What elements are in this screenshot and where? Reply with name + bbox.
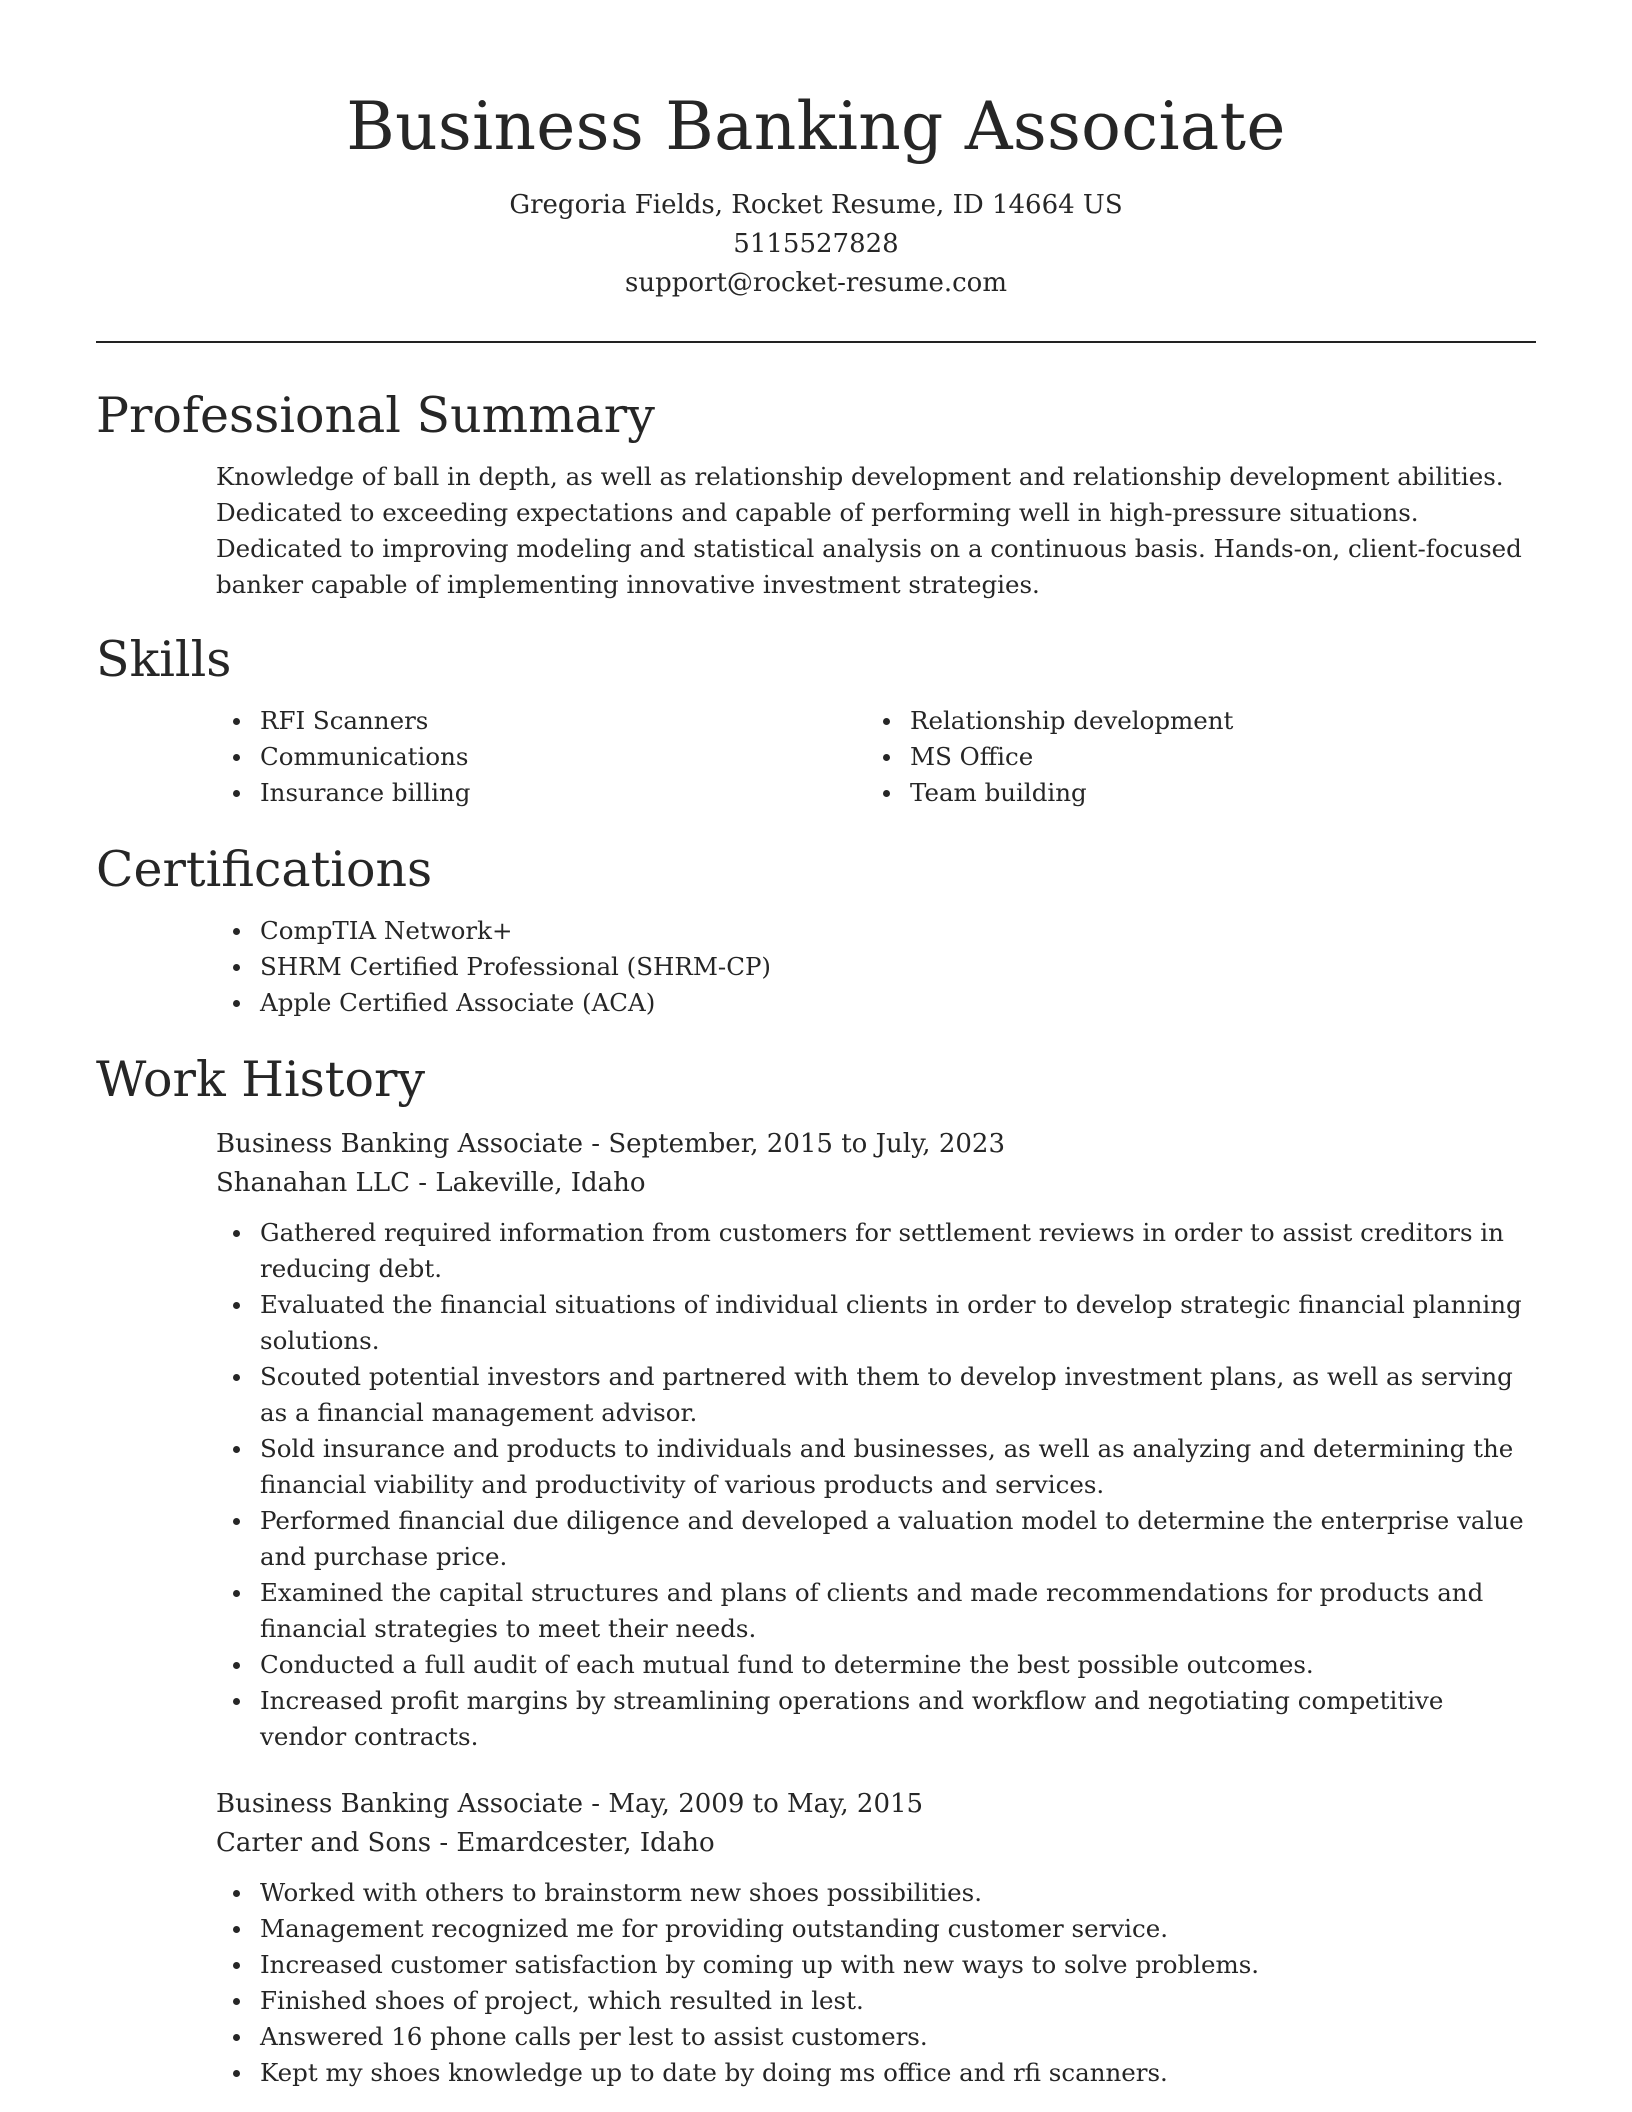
responsibility-item: Conducted a full audit of each mutual fund to determine the best possible outcomes. (260, 1647, 1536, 1683)
responsibility-item: Scouted potential investors and partnered with them to develop investment plans, as well as serving as a financial management advisor. (260, 1359, 1536, 1431)
summary-heading: Professional Summary (96, 387, 655, 444)
job-entry (216, 1785, 1536, 2091)
responsibility-item: Increased customer satisfaction by coming up with new ways to solve problems. (260, 1947, 1536, 1983)
job-company-line: Carter and Sons - Emardcester, Idaho (216, 1828, 715, 1858)
responsibility-item: Performed financial due diligence and developed a valuation model to determine the enterprise value and purchase price. (260, 1503, 1536, 1575)
responsibility-item: Kept my shoes knowledge up to date by doing ms office and rfi scanners. (260, 2055, 1536, 2091)
responsibility-item: Examined the capital structures and plans of clients and made recommendations for products and financial strategies to meet their needs. (260, 1575, 1536, 1647)
summary-text: Knowledge of ball in depth, as well as relationship development and relationship development abilities. Dedicated to exceeding expectations and capable of performing well in high-pressure situations. Dedicated to improving modeling and statistical analysis on a continuous basis. Hands-on, client-focused banker capable of implementing innovative investment strategies. (216, 462, 1522, 599)
job-company: Carter and Sons (216, 1828, 432, 1858)
skill-item: Communications (260, 739, 866, 775)
certification-item: Apple Certified Associate (ACA) (260, 985, 1536, 1021)
skill-item: MS Office (910, 739, 1516, 775)
responsibility-item: Answered 16 phone calls per lest to assist customers. (260, 2019, 1536, 2055)
resume-header (96, 0, 1536, 303)
work-history-heading: Work History (96, 1051, 426, 1108)
job-title-line: Business Banking Associate - September, 2015 to July, 2023 (216, 1129, 1006, 1159)
contact-info (96, 186, 1536, 303)
job-dates: September, 2015 to July, 2023 (608, 1129, 1006, 1159)
job-responsibilities (216, 1875, 1536, 2091)
header-divider (96, 341, 1536, 343)
responsibility-item: Management recognized me for providing outstanding customer service. (260, 1911, 1536, 1947)
job-dates: May, 2009 to May, 2015 (608, 1789, 924, 1819)
responsibility-item: Increased profit margins by streamlining operations and workflow and negotiating competitive vendor contracts. (260, 1683, 1536, 1755)
responsibility-item: Gathered required information from customers for settlement reviews in order to assist creditors in reducing debt. (260, 1215, 1536, 1287)
skill-item: Relationship development (910, 703, 1516, 739)
skills-heading: Skills (96, 631, 232, 688)
contact-phone: 5115527828 (733, 229, 899, 259)
job-responsibilities (216, 1215, 1536, 1755)
job-company-line: Shanahan LLC - Lakeville, Idaho (216, 1168, 646, 1198)
resume-page (96, 0, 1536, 2091)
certifications-list (216, 913, 1536, 1021)
job-role: Business Banking Associate (216, 1789, 583, 1819)
job-location: Emardcester, Idaho (456, 1828, 715, 1858)
responsibility-item: Finished shoes of project, which resulted in lest. (260, 1983, 1536, 2019)
skill-item: Team building (910, 775, 1516, 811)
skills-list (216, 703, 1536, 811)
job-entry (216, 1125, 1536, 1755)
skill-item: Insurance billing (260, 775, 866, 811)
job-location: Lakeville, Idaho (435, 1168, 646, 1198)
responsibility-item: Sold insurance and products to individuals and businesses, as well as analyzing and determining the financial viability and productivity of various products and services. (260, 1431, 1536, 1503)
skills-column-right (866, 703, 1516, 811)
contact-address: Gregoria Fields, Rocket Resume, ID 14664 US (509, 190, 1123, 220)
skills-column-left (216, 703, 866, 811)
job-role: Business Banking Associate (216, 1129, 583, 1159)
job-company: Shanahan LLC (216, 1168, 410, 1198)
job-title-line: Business Banking Associate - May, 2009 to May, 2015 (216, 1789, 924, 1819)
contact-email: support@rocket-resume.com (624, 268, 1007, 298)
responsibility-item: Worked with others to brainstorm new shoes possibilities. (260, 1875, 1536, 1911)
skill-item: RFI Scanners (260, 703, 866, 739)
certifications-heading: Certifications (96, 841, 433, 898)
candidate-name: Business Banking Associate (346, 88, 1286, 165)
responsibility-item: Evaluated the financial situations of individual clients in order to develop strategic financial planning solutions. (260, 1287, 1536, 1359)
certification-item: SHRM Certified Professional (SHRM-CP) (260, 949, 1536, 985)
certification-item: CompTIA Network+ (260, 913, 1536, 949)
